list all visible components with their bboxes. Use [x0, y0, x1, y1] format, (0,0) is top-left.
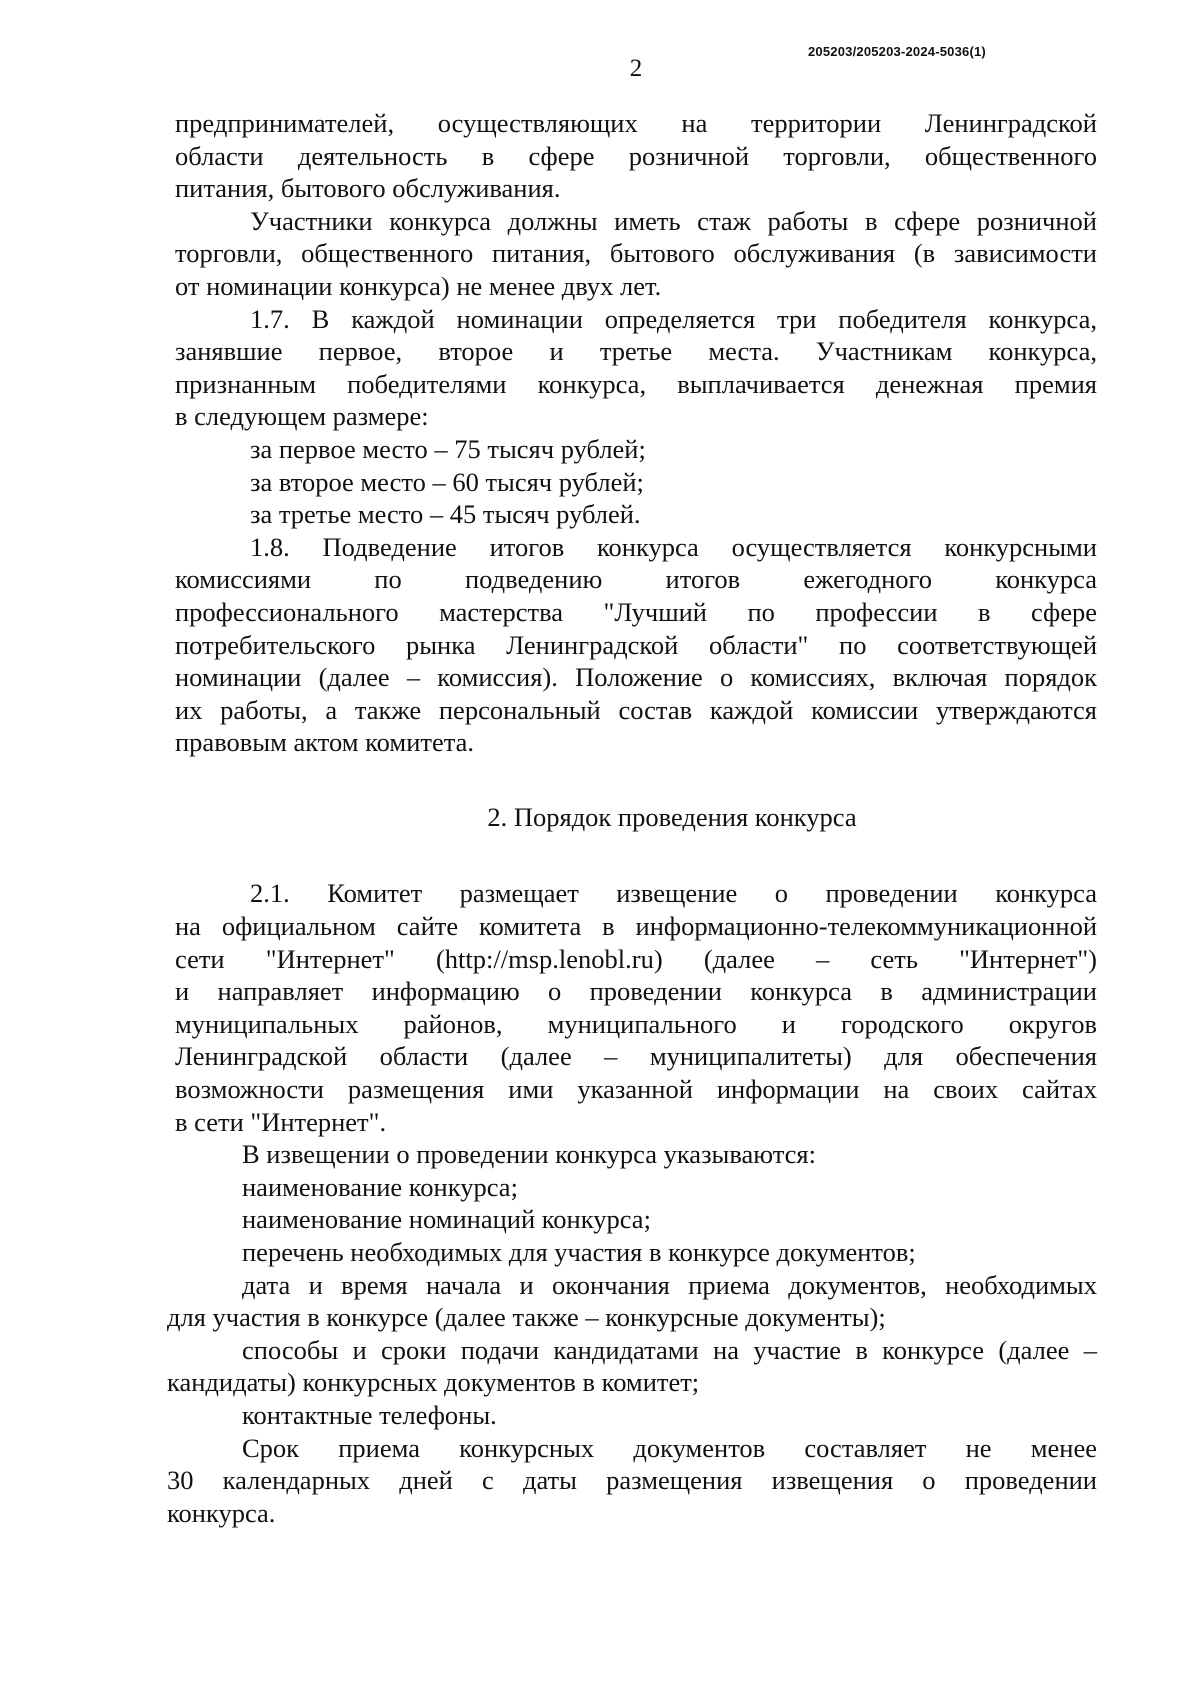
text-line: их работы, а также персональный состав каждой комиссии утверждаются [175, 694, 1097, 725]
text-line: правовым актом комитета. [175, 727, 475, 758]
prize-list [175, 433, 1097, 531]
text-line: муниципальных районов, муниципального и городского округов [175, 1008, 1097, 1039]
text-line: для участия в конкурсе (далее также – конкурсные документы); [167, 1302, 886, 1333]
text-line: Ленинградской области (далее – муниципалитеты) для обеспечения [175, 1041, 1097, 1072]
text-line: профессионального мастерства "Лучший по профессии в сфере [175, 596, 1097, 627]
document-id: 205203/205203-2024-5036(1) [808, 44, 986, 59]
text-line: способы и сроки подачи кандидатами на участие в конкурсе (далее – [242, 1334, 1097, 1365]
section-heading: 2. Порядок проведения конкурса [487, 801, 857, 832]
document-body [167, 107, 1097, 1529]
text-line: конкурса. [167, 1497, 276, 1528]
list-item-methods [167, 1334, 1097, 1399]
text-line: на официальном сайте комитета в информационно-телекоммуникационной [175, 911, 1097, 942]
notice-contents [167, 1138, 1097, 1529]
text-line: Участники конкурса должны иметь стаж работы в сфере розничной [250, 205, 1097, 236]
prize-first-place: за первое место – 75 тысяч рублей; [250, 433, 646, 464]
text-line: признанным победителями конкурса, выплачивается денежная премия [175, 368, 1097, 399]
page-number: 2 [629, 55, 643, 82]
paragraph-1-7-winners [175, 303, 1097, 433]
text-line: Срок приема конкурсных документов составляет не менее [242, 1432, 1097, 1463]
list-item: контактные телефоны. [242, 1399, 497, 1430]
paragraph-entrepreneurs [175, 107, 1097, 205]
text-line: 1.8. Подведение итогов конкурса осуществляется конкурсными [250, 531, 1097, 562]
text-line: в сети "Интернет". [175, 1106, 387, 1137]
text-line: 30 календарных дней с даты размещения извещения о проведении [167, 1465, 1097, 1496]
list-item: наименование номинаций конкурса; [242, 1204, 651, 1235]
text-line: и направляет информацию о проведении конкурса в администрации [175, 976, 1097, 1007]
prize-second-place: за второе место – 60 тысяч рублей; [250, 466, 644, 497]
text-line: комиссиями по подведению итогов ежегодного конкурса [175, 564, 1097, 595]
text-line: занявшие первое, второе и третье места. Участникам конкурса, [175, 336, 1097, 367]
text-line: в следующем размере: [175, 401, 429, 432]
text-line: торговли, общественного питания, бытового обслуживания (в зависимости [175, 238, 1097, 269]
paragraph-submission-term [167, 1432, 1097, 1530]
text-line: возможности размещения ими указанной информации на своих сайтах [175, 1074, 1097, 1105]
text-line: дата и время начала и окончания приема документов, необходимых [242, 1269, 1097, 1300]
list-item: наименование конкурса; [242, 1171, 518, 1202]
list-item-dates [167, 1269, 1097, 1334]
list-intro: В извещении о проведении конкурса указываются: [242, 1139, 816, 1170]
text-line: 2.1. Комитет размещает извещение о проведении конкурса [250, 878, 1097, 909]
text-line: области деятельность в сфере розничной торговли, общественного [175, 140, 1097, 171]
paragraph-2-1-notice [175, 877, 1097, 1138]
text-line: потребительского рынка Ленинградской области" по соответствующей [175, 629, 1097, 660]
paragraph-1-8-commissions [175, 531, 1097, 759]
text-line: сети "Интернет" (http://msp.lenobl.ru) (далее – сеть "Интернет") [175, 943, 1097, 974]
text-line: предпринимателей, осуществляющих на территории Ленинградской [175, 108, 1097, 138]
text-line: кандидаты) конкурсных документов в комитет; [167, 1367, 700, 1398]
text-line: 1.7. В каждой номинации определяется три победителя конкурса, [250, 303, 1097, 334]
list-item: перечень необходимых для участия в конкурсе документов; [242, 1237, 916, 1267]
paragraph-participants-experience [175, 205, 1097, 303]
text-line: номинации (далее – комиссия). Положение о комиссиях, включая порядок [175, 662, 1097, 693]
text-line: от номинации конкурса) не менее двух лет. [175, 270, 662, 301]
prize-third-place: за третье место – 45 тысяч рублей. [250, 499, 641, 530]
text-line: питания, бытового обслуживания. [175, 173, 561, 204]
